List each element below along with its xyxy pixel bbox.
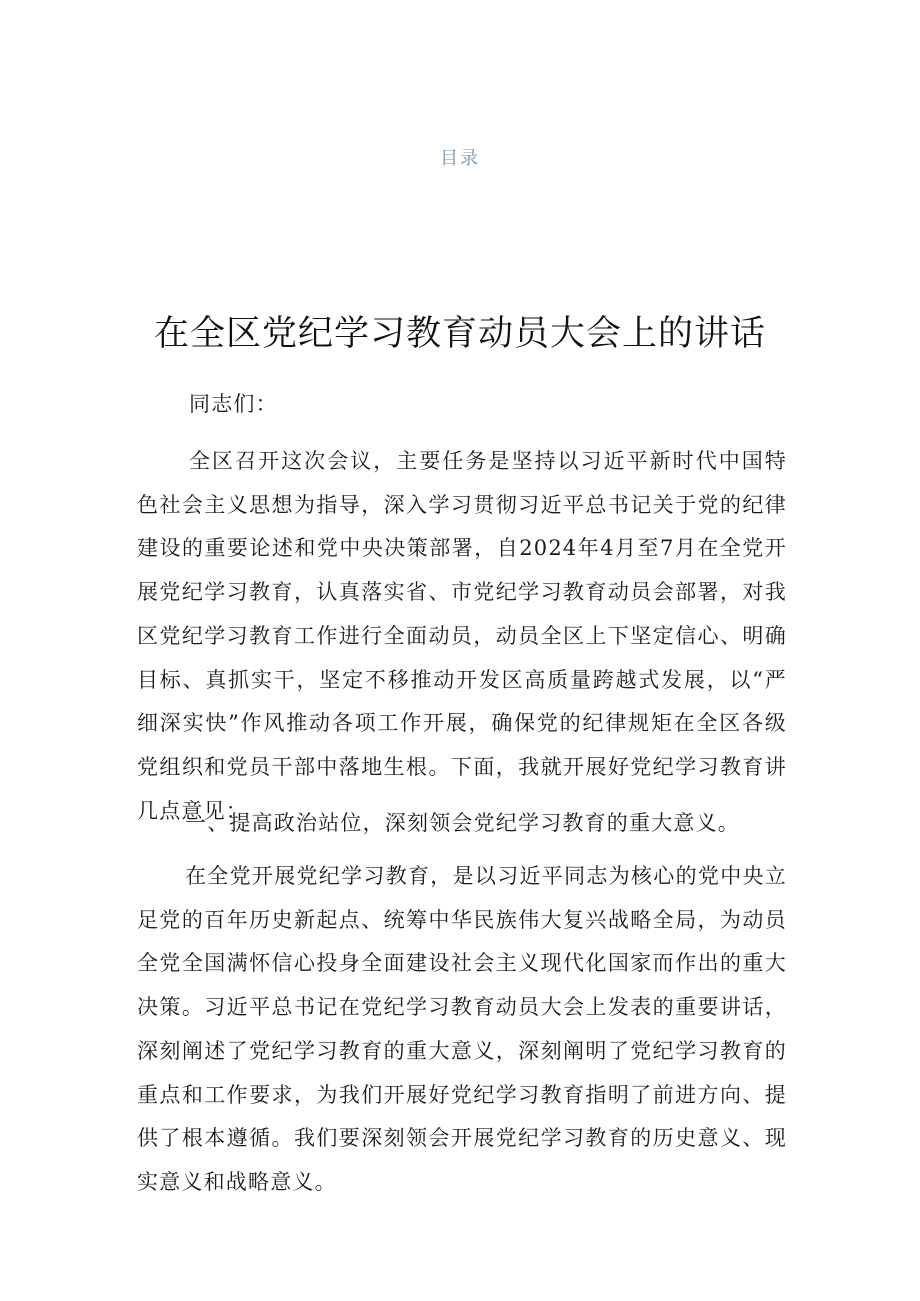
paragraph-introduction: 全区召开这次会议，主要任务是坚持以习近平新时代中国特色社会主义思想为指导，深入学习贯彻习近平总书记关于党的纪律建设的重要论述和党中央决策部署，自2024年4月至7月在全党开展党纪学习教育，认真落实省、市党纪学习教育动员会部署，对我区党纪学习教育工作进行全面动员，动员全区上下坚定信心、明确目标、真抓实干，坚定不移推动开发区高质量跨越式发展，以“严细深实快”作风推动各项工作开展，确保党的纪律规矩在全区各级党组织和党员干部中落地生根。下面，我就开展好党纪学习教育讲几点意见：: [137, 449, 787, 823]
table-of-contents-link[interactable]: 目录: [440, 148, 480, 169]
salutation: 同志们：: [189, 392, 278, 416]
paragraph-section-1: 在全党开展党纪学习教育，是以习近平同志为核心的党中央立足党的百年历史新起点、统筹中华民族伟大复兴战略全局，为动员全党全国满怀信心投身全面建设社会主义现代化国家而作出的重大决策。习近平总书记在党纪学习教育动员大会上发表的重要讲话，深刻阐述了党纪学习教育的重大意义，深刻阐明了党纪学习教育的重点和工作要求，为我们开展好党纪学习教育指明了前进方向、提供了根本遵循。我们要深刻领会开展党纪学习教育的历史意义、现实意义和战略意义。: [137, 864, 787, 1194]
document-title: 在全区党纪学习教育动员大会上的讲话: [153, 314, 766, 354]
section-heading-1: 一、提高政治站位，深刻领会党纪学习教育的重大意义。: [185, 811, 740, 835]
